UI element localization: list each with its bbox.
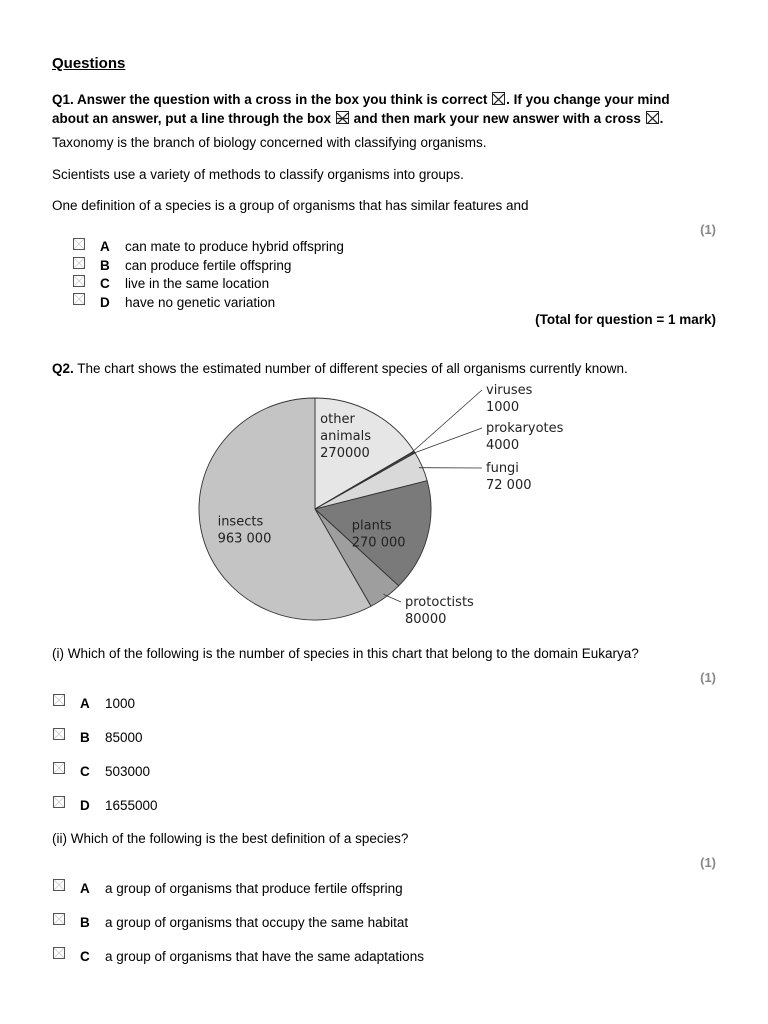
slice-value-text: 270 000 [351, 535, 406, 551]
option-text: 1655000 [105, 798, 158, 813]
slice-value-text: 1000 [486, 400, 520, 415]
pie-label-fungi [419, 461, 532, 493]
option-letter: B [80, 730, 90, 745]
leader-line [384, 594, 402, 602]
cross-box-icon [646, 111, 659, 124]
option-letter: B [100, 258, 110, 273]
option-letter: D [100, 295, 110, 310]
q1-mark: (1) [700, 222, 716, 237]
q2i-question: (i) Which of the following is the number of species in this chart that belong to the domain Eukarya? [52, 646, 639, 661]
q1-instructions-line2 [52, 111, 663, 126]
option-text: 1000 [105, 696, 136, 711]
option-letter: C [80, 764, 90, 779]
slice-value-text: 270000 [320, 445, 370, 461]
q1-text-taxonomy: Taxonomy is the branch of biology concerned with classifying organisms. [52, 135, 487, 150]
option-text: can mate to produce hybrid offspring [125, 239, 344, 254]
q2i-mark: (1) [700, 670, 716, 685]
option-letter: B [80, 915, 90, 930]
slice-name-text: insects [217, 514, 264, 530]
option-letter: A [100, 239, 110, 254]
answer-checkbox[interactable] [53, 913, 65, 925]
answer-checkbox[interactable] [53, 796, 65, 808]
q1-text-definition: One definition of a species is a group of organisms that has similar features and [52, 198, 529, 213]
option-letter: C [80, 949, 90, 964]
option-text: 503000 [105, 764, 151, 779]
leader-line [412, 428, 482, 454]
slice-value-text: 72 000 [486, 478, 532, 493]
answer-checkbox[interactable] [73, 275, 85, 287]
option-text: live in the same location [125, 276, 270, 291]
option-letter: D [80, 798, 90, 813]
cross-box-icon [492, 92, 505, 105]
q2-text: The chart shows the estimated number of different species of all organisms currently known. [77, 361, 628, 376]
slice-name-text: prokaryotes [486, 421, 564, 436]
option-text: a group of organisms that occupy the same habitat [105, 915, 409, 930]
slice-name-text: fungi [486, 461, 519, 476]
option-text: 85000 [105, 730, 143, 745]
q1-instr-part5: . [659, 111, 664, 126]
option-letter: A [80, 881, 90, 896]
answer-checkbox[interactable] [53, 694, 65, 706]
slice-value-text: 963 000 [217, 531, 272, 547]
answer-checkbox[interactable] [73, 257, 85, 269]
option-text: have no genetic variation [125, 295, 276, 310]
pie-label-protoctists [384, 594, 475, 627]
slice-name-text: protoctists [405, 595, 474, 610]
slice-name-text: viruses [486, 383, 533, 398]
slice-value-text: 80000 [405, 612, 447, 627]
q2ii-mark: (1) [700, 855, 716, 870]
slice-name-text: other [320, 411, 355, 427]
pie-label-prokaryotes [412, 421, 564, 454]
q1-instr-part2: . If you change your mind [506, 92, 670, 107]
q1-instr-part4: and then mark your new answer with a cross [353, 111, 641, 126]
option-letter: C [100, 276, 110, 291]
q1-total: (Total for question = 1 mark) [535, 312, 716, 327]
leader-line [411, 390, 482, 453]
answer-checkbox[interactable] [53, 879, 65, 891]
answer-checkbox[interactable] [53, 762, 65, 774]
struck-box-icon [336, 111, 349, 124]
q1-instr-part1: Q1. Answer the question with a cross in the box you think is correct [52, 92, 488, 107]
slice-value-text: 4000 [486, 438, 520, 453]
slice-name-text: plants [351, 518, 392, 534]
q2ii-question: (ii) Which of the following is the best definition of a species? [52, 831, 409, 846]
option-text: a group of organisms that produce fertile offspring [105, 881, 403, 896]
answer-checkbox[interactable] [73, 293, 85, 305]
q1-instructions-line1 [52, 92, 670, 107]
q1-text-methods: Scientists use a variety of methods to classify organisms into groups. [52, 167, 464, 182]
page-title: Questions [52, 55, 126, 72]
q2-intro [52, 361, 628, 376]
answer-checkbox[interactable] [53, 728, 65, 740]
option-text: a group of organisms that have the same adaptations [105, 949, 424, 964]
answer-checkbox[interactable] [53, 947, 65, 959]
pie-chart-svg [190, 378, 610, 633]
q2-label: Q2. [52, 361, 74, 376]
answer-checkbox[interactable] [73, 238, 85, 250]
species-pie-chart [190, 378, 610, 633]
q1-instr-part3: about an answer, put a line through the box [52, 111, 332, 126]
slice-name-text: animals [320, 428, 372, 444]
option-text: can produce fertile offspring [125, 258, 292, 273]
option-letter: A [80, 696, 90, 711]
